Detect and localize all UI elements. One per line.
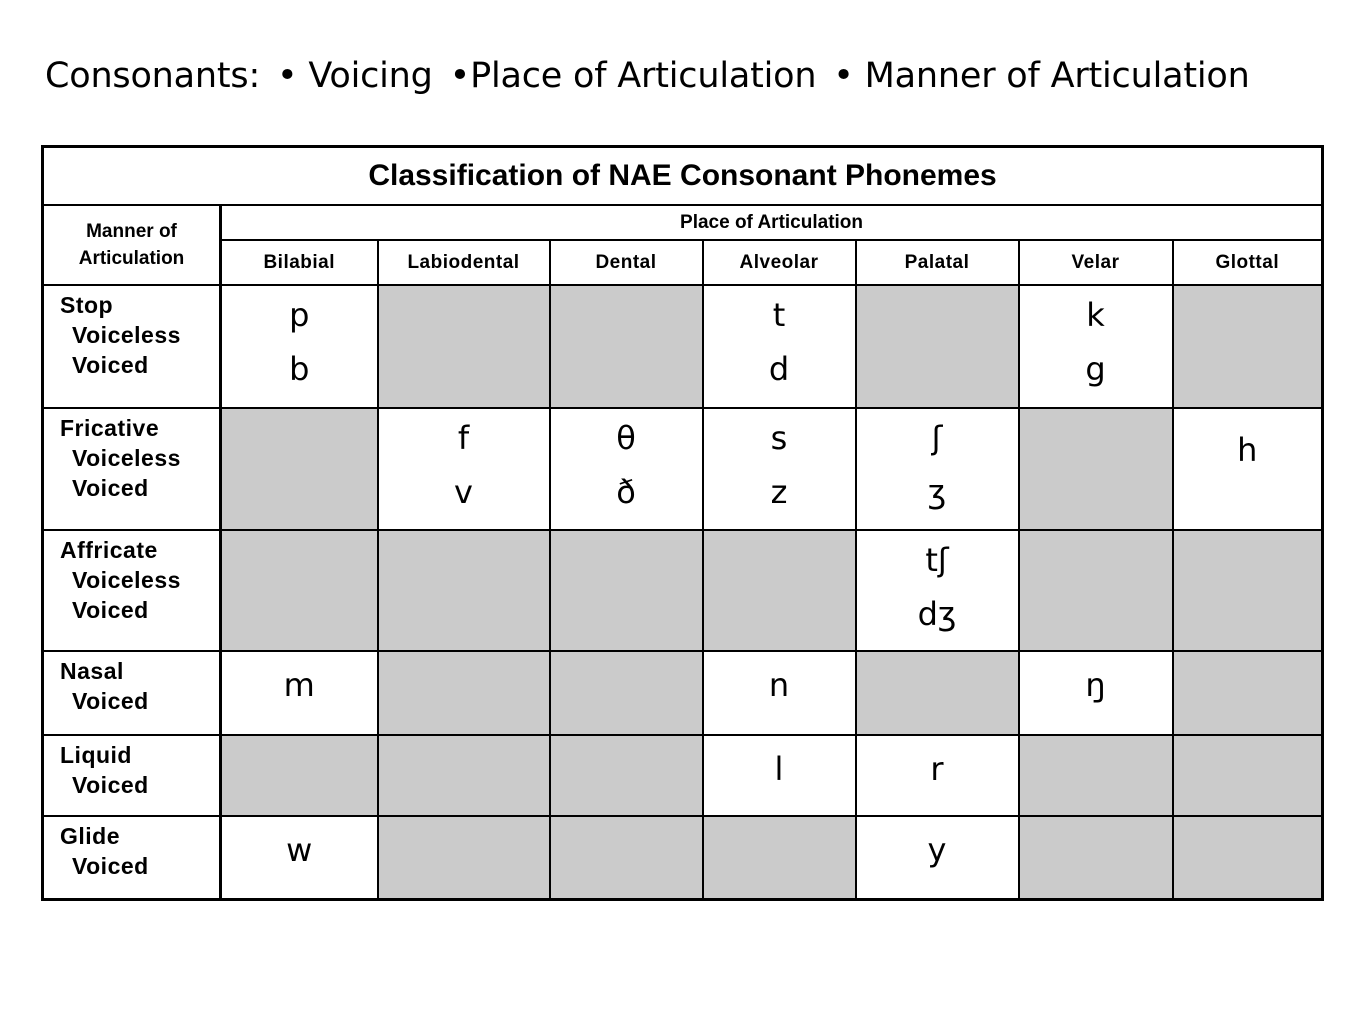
place-header: Place of Articulation: [221, 205, 1323, 240]
empty-cell: [1173, 285, 1323, 408]
phoneme-cell: [703, 408, 856, 531]
voicing-label: Voiceless: [72, 567, 181, 594]
empty-cell: [378, 285, 550, 408]
phoneme-cell: [856, 735, 1019, 816]
phoneme-symbol: r: [930, 750, 944, 789]
phoneme-symbol: ʒ: [927, 472, 947, 511]
phoneme-cell: [221, 651, 378, 735]
manner-row-glide: [43, 816, 1323, 899]
phoneme-cell: [703, 735, 856, 816]
chart-body: [43, 285, 1323, 900]
phoneme-symbol: dʒ: [917, 595, 957, 634]
row-label: [43, 530, 221, 651]
manner-row-stop: [43, 285, 1323, 408]
phoneme-symbol: w: [286, 831, 313, 870]
empty-cell: [1019, 735, 1173, 816]
manner-name: Stop: [60, 292, 114, 318]
column-header-bilabial: Bilabial: [221, 240, 378, 285]
phoneme-cell: [856, 408, 1019, 531]
manner-name: Glide: [60, 823, 121, 850]
voicing-label: Voiced: [72, 352, 149, 378]
empty-cell: [1173, 651, 1323, 735]
empty-cell: [703, 530, 856, 651]
phoneme-symbol: n: [768, 666, 790, 705]
phoneme-symbol: b: [289, 350, 310, 388]
phoneme-symbol: f: [457, 418, 470, 457]
title-item-place: •Place of Articulation: [449, 56, 817, 96]
phoneme-cell: [378, 408, 550, 531]
phoneme-symbol: tʃ: [925, 541, 949, 580]
phoneme-cell: [221, 285, 378, 408]
phoneme-cell: [703, 285, 856, 408]
phoneme-symbol: ʃ: [931, 418, 943, 457]
phoneme-cell: [856, 816, 1019, 899]
phoneme-symbol: l: [774, 750, 784, 789]
empty-cell: [221, 408, 378, 531]
phoneme-cell: [550, 408, 703, 531]
voicing-label: Voiceless: [72, 444, 181, 471]
voicing-label: Voiced: [72, 474, 149, 501]
voicing-label: Voiced: [72, 853, 149, 880]
phoneme-symbol: ð: [616, 472, 636, 511]
phoneme-symbol: v: [454, 472, 473, 511]
manner-name: Nasal: [60, 658, 124, 685]
chart-title: Classification of NAE Consonant Phonemes: [43, 147, 1323, 206]
empty-cell: [703, 816, 856, 899]
empty-cell: [1019, 816, 1173, 899]
phoneme-symbol: y: [927, 831, 947, 870]
column-header-palatal: Palatal: [856, 240, 1019, 285]
phoneme-symbol: h: [1237, 430, 1258, 469]
empty-cell: [856, 285, 1019, 408]
phoneme-cell: [1019, 651, 1173, 735]
row-label: [43, 816, 221, 899]
phoneme-symbol: k: [1086, 296, 1105, 334]
phoneme-symbol: z: [770, 472, 788, 511]
phoneme-symbol: ŋ: [1085, 666, 1106, 705]
empty-cell: [378, 530, 550, 651]
empty-cell: [221, 530, 378, 651]
manner-header: Manner of Articulation: [43, 205, 221, 285]
phoneme-cell: [1019, 285, 1173, 408]
empty-cell: [550, 285, 703, 408]
column-header-glottal: Glottal: [1173, 240, 1323, 285]
phoneme-cell: [856, 530, 1019, 651]
manner-name: Fricative: [60, 414, 160, 441]
title-prefix: Consonants:: [45, 56, 261, 96]
empty-cell: [856, 651, 1019, 735]
row-label: [43, 651, 221, 735]
phoneme-symbol: p: [289, 296, 310, 334]
voicing-label: Voiced: [72, 772, 149, 799]
phoneme-cell: [1173, 408, 1323, 531]
empty-cell: [1173, 530, 1323, 651]
title-item-manner: • Manner of Articulation: [833, 56, 1250, 96]
empty-cell: [221, 735, 378, 816]
empty-cell: [550, 735, 703, 816]
empty-cell: [378, 816, 550, 899]
empty-cell: [1019, 530, 1173, 651]
slide-title: [45, 56, 1256, 96]
empty-cell: [1173, 735, 1323, 816]
empty-cell: [1173, 816, 1323, 899]
empty-cell: [1019, 408, 1173, 531]
phoneme-symbol: g: [1085, 350, 1106, 388]
voicing-label: Voiced: [72, 688, 149, 715]
row-label: [43, 408, 221, 531]
manner-row-nasal: [43, 651, 1323, 735]
manner-row-liquid: [43, 735, 1323, 816]
manner-name: Affricate: [60, 537, 158, 564]
phoneme-symbol: t: [772, 296, 786, 334]
empty-cell: [550, 530, 703, 651]
manner-row-affricate: [43, 530, 1323, 651]
voicing-label: Voiced: [72, 597, 149, 624]
empty-cell: [378, 651, 550, 735]
phoneme-symbol: m: [283, 666, 315, 705]
row-label: [43, 285, 221, 408]
phoneme-symbol: θ: [616, 418, 636, 457]
column-header-alveolar: Alveolar: [703, 240, 856, 285]
empty-cell: [550, 816, 703, 899]
manner-name: Liquid: [60, 742, 132, 769]
column-header-dental: Dental: [550, 240, 703, 285]
column-header-velar: Velar: [1019, 240, 1173, 285]
manner-row-fricative: [43, 408, 1323, 531]
column-header-labiodental: Labiodental: [378, 240, 550, 285]
consonant-chart: [41, 145, 1324, 901]
empty-cell: [378, 735, 550, 816]
phoneme-cell: [703, 651, 856, 735]
empty-cell: [550, 651, 703, 735]
phoneme-symbol: d: [768, 350, 790, 388]
phoneme-cell: [221, 816, 378, 899]
row-label: [43, 735, 221, 816]
title-item-voicing: • Voicing: [276, 56, 433, 96]
phoneme-symbol: s: [770, 418, 788, 457]
voicing-label: Voiceless: [72, 322, 181, 348]
